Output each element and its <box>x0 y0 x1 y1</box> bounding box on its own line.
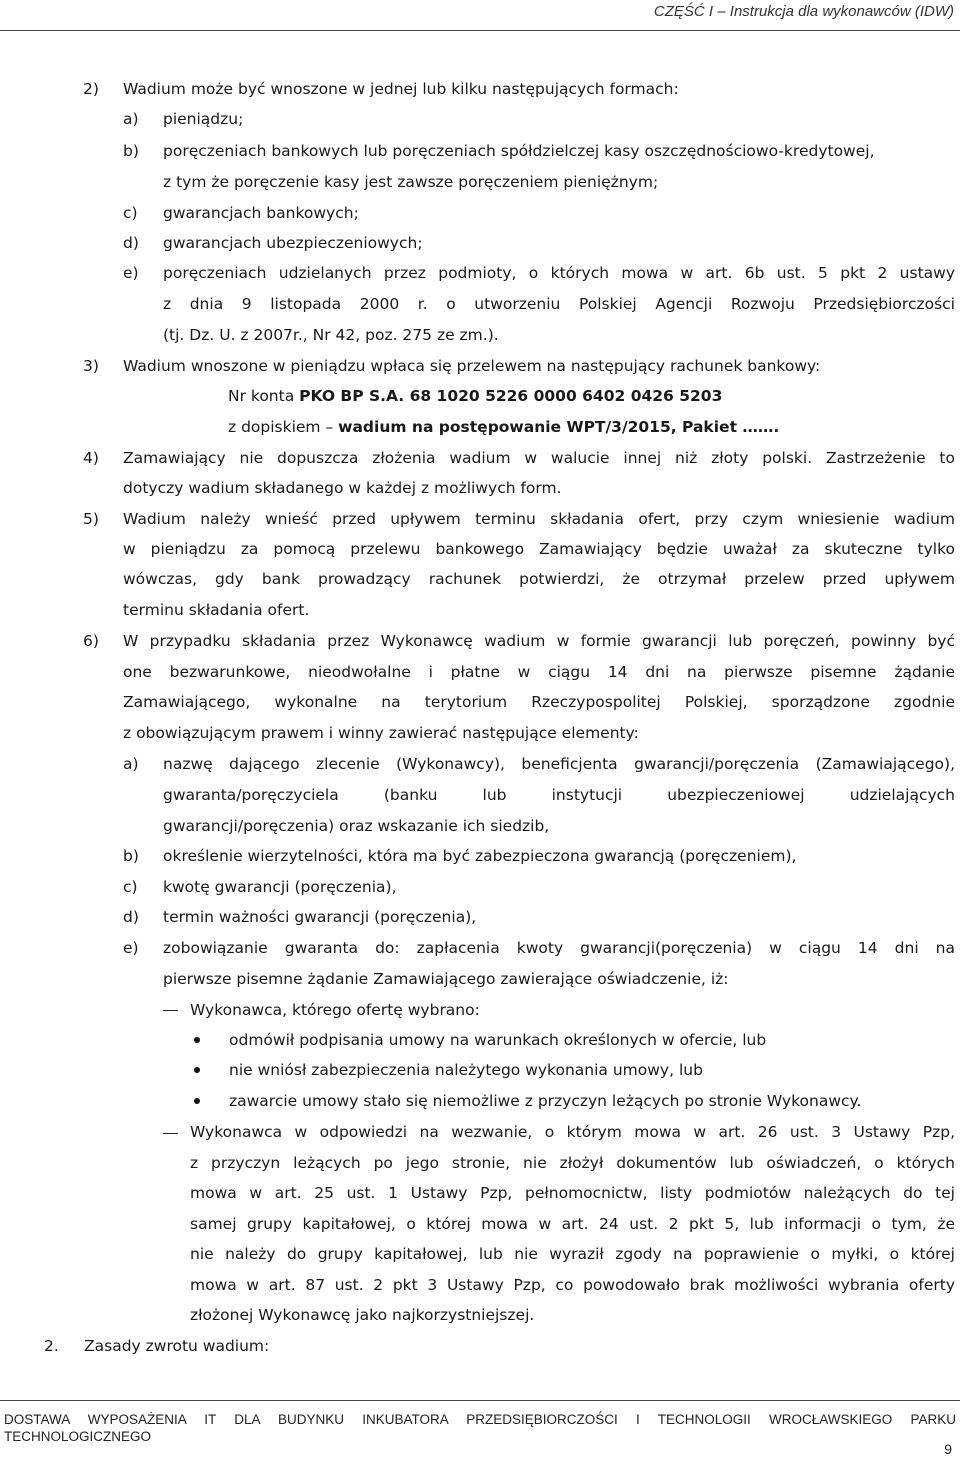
item-2a-marker: a) <box>123 110 139 128</box>
transfer-note-prefix: z dopiskiem – <box>228 418 339 436</box>
bullet-2 <box>194 1067 200 1073</box>
item-5-line3: wówczas, gdy bank prowadzący rachunek potwierdzi, że otrzymał przelew przed upływem <box>123 570 955 588</box>
item-6-number: 6) <box>83 632 99 650</box>
dash2-line2: z przyczyn leżących po jego stronie, nie złożył dokumentów lub oświadczeń, o których <box>190 1154 955 1172</box>
bullet-1 <box>194 1037 200 1043</box>
item-2b-line2: z tym że poręczenie kasy jest zawsze poręczeniem pieniężnym; <box>163 173 659 191</box>
item-6e-marker: e) <box>123 939 139 957</box>
item-6a-line3: gwarancji/poręczenia) oraz wskazanie ich siedzib, <box>163 817 550 835</box>
item-5-number: 5) <box>83 510 99 528</box>
dash-marker-1 <box>163 1010 178 1011</box>
item-4-line1: Zamawiający nie dopuszcza złożenia wadium w walucie innej niż złoty polski. Zastrzeżenie to <box>123 449 955 467</box>
item-6-line4: z obowiązującym prawem i winny zawierać następujące elementy: <box>123 724 639 742</box>
page-number: 9 <box>944 1441 952 1457</box>
dash2-line7: złożonej Wykonawcę jako najkorzystniejszej. <box>190 1306 535 1324</box>
item-4-line2: dotyczy wadium składanego w każdej z możliwych form. <box>123 479 562 497</box>
item-2e-line3: (tj. Dz. U. z 2007r., Nr 42, poz. 275 ze zm.). <box>163 326 499 344</box>
item-6b-text: określenie wierzytelności, która ma być zabezpieczona gwarancją (poręczeniem), <box>163 847 797 865</box>
item-6e-line2: pierwsze pisemne żądanie Zamawiającego zawierające oświadczenie, iż: <box>163 970 729 988</box>
footer-title-line2: TECHNOLOGICZNEGO <box>4 1429 152 1444</box>
footer-rule <box>0 1400 960 1401</box>
bullet-3 <box>194 1098 200 1104</box>
transfer-note-text: wadium na postępowanie WPT/3/2015, Pakiet ……. <box>338 418 780 436</box>
header-rule <box>0 30 960 31</box>
item-6a-line1: nazwę dającego zlecenie (Wykonawcy), beneficjenta gwarancji/poręczenia (Zamawiającego), <box>163 755 955 773</box>
item-6-line1: W przypadku składania przez Wykonawcę wadium w formie gwarancji lub poręczeń, powinny być <box>123 632 955 650</box>
item-3-number: 3) <box>83 357 99 375</box>
item-6e-line1: zobowiązanie gwaranta do: zapłacenia kwoty gwarancji(poręczenia) w ciągu 14 dni na <box>163 939 955 957</box>
item-6d-text: termin ważności gwarancji (poręczenia), <box>163 908 477 926</box>
item-6c-marker: c) <box>123 878 138 896</box>
dash2-line4: samej grupy kapitałowej, o której mowa w art. 24 ust. 2 pkt 5, lub informacji o tym, że <box>190 1215 955 1233</box>
item-2d-marker: d) <box>123 234 139 252</box>
item-2-number: 2) <box>83 80 99 98</box>
bank-account-line <box>228 385 722 407</box>
section-2-number: 2. <box>44 1337 59 1355</box>
item-2c-text: gwarancjach bankowych; <box>163 204 359 222</box>
item-6c-text: kwotę gwarancji (poręczenia), <box>163 878 397 896</box>
bullet-3-text: zawarcie umowy stało się niemożliwe z przyczyn leżących po stronie Wykonawcy. <box>229 1092 862 1110</box>
item-5-line4: terminu składania ofert. <box>123 601 310 619</box>
running-header: CZĘŚĆ I – Instrukcja dla wykonawców (IDW) <box>653 3 954 20</box>
item-5-line2: w pieniądzu za pomocą przelewu bankowego Zamawiający będzie uważał za skuteczne tylko <box>123 540 955 558</box>
dash-marker-2 <box>163 1133 178 1134</box>
section-2-heading: Zasady zwrotu wadium: <box>84 1337 270 1355</box>
item-3-text: Wadium wnoszone w pieniądzu wpłaca się przelewem na następujący rachunek bankowy: <box>123 357 821 375</box>
item-6b-marker: b) <box>123 847 139 865</box>
item-6-line2: one bezwarunkowe, nieodwołalne i płatne w ciągu 14 dni na pierwsze pisemne żądanie <box>123 663 955 681</box>
dash2-line6: mowa w art. 87 ust. 2 pkt 3 Ustawy Pzp, co powodowało brak możliwości wybrania oferty <box>190 1276 955 1294</box>
item-6-line3: Zamawiającego, wykonalne na terytorium Rzeczypospolitej Polskiej, sporządzone zgodnie <box>123 693 955 711</box>
dash2-line5: nie należy do grupy kapitałowej, lub nie wyraził zgody na poprawienie o myłki, o której <box>190 1245 955 1263</box>
item-2-text: Wadium może być wnoszone w jednej lub kilku następujących formach: <box>123 80 679 98</box>
item-2e-line2: z dnia 9 listopada 2000 r. o utworzeniu Polskiej Agencji Rozwoju Przedsiębiorczości <box>163 295 955 313</box>
item-2c-marker: c) <box>123 204 138 222</box>
item-2a-text: pieniądzu; <box>163 110 244 128</box>
bullet-2-text: nie wniósł zabezpieczenia należytego wykonania umowy, lub <box>229 1061 703 1079</box>
item-5-line1: Wadium należy wnieść przed upływem terminu składania ofert, przy czym wniesienie wadium <box>123 510 955 528</box>
transfer-note-line <box>228 416 779 438</box>
item-2e-marker: e) <box>123 264 139 282</box>
item-6a-marker: a) <box>123 755 139 773</box>
dash1-text: Wykonawca, którego ofertę wybrano: <box>190 1001 480 1019</box>
bank-account-prefix: Nr konta <box>228 387 300 405</box>
item-2b-marker: b) <box>123 142 139 160</box>
footer <box>4 1411 956 1445</box>
footer-title-line1: DOSTAWA WYPOSAŻENIA IT DLA BUDYNKU INKUBATORA PRZEDSIĘBIORCZOŚCI I TECHNOLOGII WROCŁAWSKIEGO PARKU <box>4 1412 956 1427</box>
dash2-line1: Wykonawca w odpowiedzi na wezwanie, o którym mowa w art. 26 ust. 3 Ustawy Pzp, <box>190 1123 955 1141</box>
item-6d-marker: d) <box>123 908 139 926</box>
item-2d-text: gwarancjach ubezpieczeniowych; <box>163 234 423 252</box>
item-6a-line2: gwaranta/poręczyciela (banku lub instytucji ubezpieczeniowej udzielających <box>163 786 955 804</box>
bullet-1-text: odmówił podpisania umowy na warunkach określonych w ofercie, lub <box>229 1031 767 1049</box>
item-2b-line1: poręczeniach bankowych lub poręczeniach spółdzielczej kasy oszczędnościowo-kredytowej, <box>163 142 875 160</box>
item-2e-line1: poręczeniach udzielanych przez podmioty, o których mowa w art. 6b ust. 5 pkt 2 ustawy <box>163 264 955 282</box>
bank-account-number: PKO BP S.A. 68 1020 5226 0000 6402 0426 5203 <box>299 387 723 405</box>
item-4-number: 4) <box>83 449 99 467</box>
dash2-line3: mowa w art. 25 ust. 1 Ustawy Pzp, pełnomocnictw, listy podmiotów należących do tej <box>190 1184 955 1202</box>
